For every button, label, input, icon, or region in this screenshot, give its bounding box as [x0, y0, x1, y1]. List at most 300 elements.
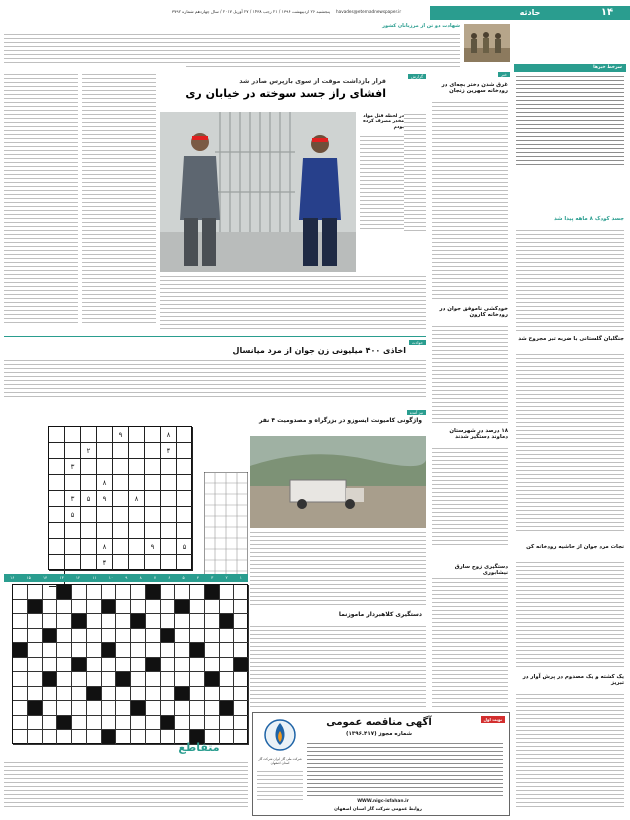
crossword-cell[interactable] [116, 600, 131, 615]
sudoku-cell[interactable]: ۸ [97, 539, 113, 555]
crossword-cell[interactable] [146, 585, 161, 600]
crossword-cell[interactable] [190, 701, 205, 716]
sudoku-cell[interactable] [129, 555, 145, 571]
crossword-col-number: ۱۴ [42, 575, 48, 580]
sudoku-cell[interactable] [81, 539, 97, 555]
crossword-cell[interactable] [43, 687, 58, 702]
crossword-cell[interactable] [102, 672, 117, 687]
crossword-cell[interactable] [102, 585, 117, 600]
ad-subtitle: شماره مجوز (۱۳۹۶.۴۱۷) [345, 731, 412, 737]
sudoku-cell[interactable] [177, 523, 193, 539]
sudoku-cell[interactable]: ۸ [97, 475, 113, 491]
crossword-cell[interactable] [43, 614, 58, 629]
crossword-cell[interactable] [161, 600, 176, 615]
sudoku-cell[interactable] [177, 507, 193, 523]
crossword-cell[interactable] [102, 643, 117, 658]
crossword-col-number: ۹ [125, 575, 128, 580]
sidebar-story2-title: جسد کودک ۸ ماهه پیدا شد [554, 216, 624, 222]
story-c-body [250, 532, 426, 610]
crossword-cell[interactable] [234, 672, 249, 687]
top-story-photo [464, 24, 510, 62]
sudoku-cell[interactable] [81, 507, 97, 523]
crossword-cell[interactable] [57, 600, 72, 615]
sudoku-cell[interactable] [129, 443, 145, 459]
sudoku-cell[interactable] [113, 475, 129, 491]
crossword-col-number: ۱۰ [108, 575, 114, 580]
crossword-cell[interactable] [220, 716, 235, 731]
crossword-cell[interactable] [234, 600, 249, 615]
crossword-cell[interactable] [175, 585, 190, 600]
crossword-cell[interactable] [28, 730, 43, 745]
crossword-cell[interactable] [116, 701, 131, 716]
crossword-cell[interactable] [131, 629, 146, 644]
crossword-cell[interactable] [28, 687, 43, 702]
sudoku-cell[interactable]: ۹ [145, 539, 161, 555]
sudoku-cell[interactable] [161, 459, 177, 475]
crossword-cell[interactable] [43, 643, 58, 658]
crossword-cell[interactable] [57, 658, 72, 673]
crossword-cell[interactable] [72, 585, 87, 600]
crossword-col-number: ۱ [239, 575, 242, 580]
crossword-cell[interactable] [116, 658, 131, 673]
sudoku-cell[interactable] [97, 523, 113, 539]
sudoku-cell[interactable] [129, 539, 145, 555]
crossword-cell[interactable] [102, 716, 117, 731]
story-b-title: اخاذی ۴۰۰ میلیونی زن جوان از مرد میانسال [232, 346, 406, 355]
crossword-cell[interactable] [13, 614, 28, 629]
lead-body-col2 [82, 74, 156, 330]
crossword-cell[interactable] [190, 716, 205, 731]
crossword-cell[interactable] [57, 701, 72, 716]
ad-company: روابط عمومی شرکت گاز استان اصفهان [334, 807, 422, 812]
crossword-cell[interactable] [161, 672, 176, 687]
crossword-cell[interactable] [161, 687, 176, 702]
crossword-cell[interactable] [131, 687, 146, 702]
crossword-cell[interactable] [72, 730, 87, 745]
sudoku-cell[interactable] [113, 459, 129, 475]
story-b-body [4, 360, 426, 400]
divider [4, 336, 426, 337]
sudoku-cell[interactable] [65, 443, 81, 459]
crossword-cell[interactable] [146, 643, 161, 658]
crossword-cell[interactable] [131, 658, 146, 673]
crossword-cell[interactable] [87, 658, 102, 673]
sidebar-story2-body [516, 230, 624, 334]
crossword-cell[interactable] [43, 585, 58, 600]
crossword-cell[interactable] [131, 730, 146, 745]
crossword-cell[interactable] [131, 643, 146, 658]
crossword-cell[interactable] [175, 716, 190, 731]
crossword-cell[interactable] [175, 600, 190, 615]
crossword-cell[interactable] [220, 600, 235, 615]
sudoku-cell[interactable]: ۵ [65, 507, 81, 523]
sudoku-cell[interactable] [161, 555, 177, 571]
sudoku-cell[interactable] [65, 475, 81, 491]
ad-website[interactable]: WWW.nigc-isfahan.ir [357, 799, 409, 804]
sudoku-cell[interactable] [145, 443, 161, 459]
story-c-title: واژگونی کامیونت ایسوزو در بزرگراه و مصدومیت ۴ نفر [258, 417, 422, 424]
story-c [250, 410, 426, 610]
crossword-cell[interactable] [13, 600, 28, 615]
crossword-grid[interactable] [12, 584, 248, 744]
crossword-cell[interactable] [102, 629, 117, 644]
sudoku-cell[interactable]: ۵ [81, 491, 97, 507]
crossword-cell[interactable] [234, 614, 249, 629]
crossword-cell[interactable] [28, 614, 43, 629]
crossword-cell[interactable] [205, 716, 220, 731]
sudoku-grid[interactable] [48, 426, 192, 570]
crossword-col-number: ۱۱ [92, 575, 97, 580]
sudoku-cell[interactable]: ۹ [113, 427, 129, 443]
crossword-cell[interactable] [190, 585, 205, 600]
sudoku-cell[interactable] [113, 507, 129, 523]
crossword-cell[interactable] [43, 716, 58, 731]
crossword-cell[interactable] [87, 600, 102, 615]
sudoku-cell[interactable] [49, 427, 65, 443]
sudoku-cell[interactable] [113, 539, 129, 555]
crossword-cell[interactable] [220, 614, 235, 629]
sudoku-cell[interactable] [145, 507, 161, 523]
crossword-cell[interactable] [57, 585, 72, 600]
sudoku-cell[interactable] [177, 459, 193, 475]
sidebar-story5-body [516, 694, 624, 810]
crossword-cell[interactable] [161, 701, 176, 716]
crossword-col-number: ۱۲ [75, 575, 81, 580]
crossword-cell[interactable] [87, 701, 102, 716]
crossword-cell[interactable] [175, 614, 190, 629]
col2-story3-title: ۱۸ درصد در شهرستان دماوند دستگیر شدند [449, 428, 508, 441]
lead-story [4, 74, 426, 334]
crossword-cell[interactable] [190, 687, 205, 702]
gas-flame-icon [257, 717, 303, 757]
crossword-cell[interactable] [116, 730, 131, 745]
crossword-clues [4, 762, 248, 812]
sudoku-cell[interactable] [81, 555, 97, 571]
crossword-cell[interactable] [205, 585, 220, 600]
crossword-cell[interactable] [72, 672, 87, 687]
sudoku-cell[interactable] [65, 523, 81, 539]
crossword-cell[interactable] [161, 585, 176, 600]
ad-badge: نوبت اول [481, 716, 505, 723]
story-b [4, 340, 426, 402]
crossword-cell[interactable] [205, 672, 220, 687]
crossword-cell[interactable] [146, 629, 161, 644]
crossword-col-number: ۵ [182, 575, 185, 580]
crossword-cell[interactable] [57, 629, 72, 644]
sudoku-cell[interactable] [113, 443, 129, 459]
crossword-cell[interactable] [87, 585, 102, 600]
sudoku-cell[interactable] [49, 507, 65, 523]
crossword-cell[interactable] [234, 687, 249, 702]
sudoku-cell[interactable] [145, 475, 161, 491]
crossword-cell[interactable] [175, 658, 190, 673]
sudoku-cell[interactable]: ۵ [177, 539, 193, 555]
crossword-cell[interactable] [234, 701, 249, 716]
crossword-cell[interactable] [116, 614, 131, 629]
crossword-section [4, 574, 248, 814]
sudoku-cell[interactable] [65, 427, 81, 443]
crossword-cell[interactable] [57, 643, 72, 658]
crossword-cell[interactable] [146, 600, 161, 615]
crossword-cell[interactable] [28, 585, 43, 600]
section-name: حادثه [519, 8, 541, 17]
crossword-cell[interactable] [161, 614, 176, 629]
crossword-cell[interactable] [43, 658, 58, 673]
sudoku-cell[interactable] [177, 491, 193, 507]
sudoku-cell[interactable] [81, 459, 97, 475]
crossword-cell[interactable] [87, 730, 102, 745]
crossword-cell[interactable] [43, 730, 58, 745]
crossword-cell[interactable] [57, 687, 72, 702]
crossword-cell[interactable] [13, 585, 28, 600]
crossword-cell[interactable] [205, 701, 220, 716]
sudoku-cell[interactable] [177, 427, 193, 443]
story-c-photo [250, 436, 426, 528]
crossword-cell[interactable] [13, 658, 28, 673]
sudoku-cell[interactable] [161, 523, 177, 539]
crossword-cell[interactable] [102, 658, 117, 673]
col2-story1-title: غرق شدن دختر بچه‌ای در رودخانه سهرین زنجان [441, 82, 508, 95]
crossword-cell[interactable] [87, 614, 102, 629]
crossword-cell[interactable] [190, 600, 205, 615]
sudoku-cell[interactable]: ۳ [65, 459, 81, 475]
crossword-cell[interactable] [13, 701, 28, 716]
sudoku-cell[interactable] [97, 427, 113, 443]
crossword-cell[interactable] [234, 658, 249, 673]
crossword-cell[interactable] [205, 600, 220, 615]
crossword-cell[interactable] [161, 658, 176, 673]
crossword-cell[interactable] [220, 687, 235, 702]
crossword-cell[interactable] [205, 687, 220, 702]
crossword-cell[interactable] [220, 701, 235, 716]
top-story-title: شهادت دو تن از مرزبانان کشور [382, 23, 460, 29]
lead-tag: گزارش [408, 74, 426, 79]
lead-body-col1 [4, 74, 78, 330]
crossword-col-number: ۸ [139, 575, 142, 580]
crossword-cell[interactable] [220, 672, 235, 687]
sudoku-cell[interactable]: ۳ [65, 491, 81, 507]
sudoku-cell[interactable] [161, 507, 177, 523]
sudoku-cell[interactable] [161, 539, 177, 555]
crossword-cell[interactable] [131, 716, 146, 731]
crossword-cell[interactable] [116, 687, 131, 702]
sudoku-cell[interactable] [145, 555, 161, 571]
crossword-cell[interactable] [72, 614, 87, 629]
crossword-cell[interactable] [234, 629, 249, 644]
crossword-cell[interactable] [28, 672, 43, 687]
sudoku-cell[interactable] [81, 475, 97, 491]
crossword-cell[interactable] [13, 643, 28, 658]
crossword-cell[interactable] [220, 658, 235, 673]
crossword-cell[interactable] [146, 687, 161, 702]
sudoku-cell[interactable] [129, 427, 145, 443]
crossword-cell[interactable] [102, 701, 117, 716]
crossword-col-number: ۲ [225, 575, 228, 580]
crossword-cell[interactable] [13, 716, 28, 731]
sudoku-cell[interactable]: ۴ [97, 555, 113, 571]
sudoku-cell[interactable] [161, 491, 177, 507]
crossword-cell[interactable] [87, 629, 102, 644]
crossword-cell[interactable] [146, 716, 161, 731]
crossword-cell[interactable] [220, 585, 235, 600]
crossword-cell[interactable] [57, 716, 72, 731]
crossword-col-number: ۱۳ [59, 575, 64, 580]
crossword-cell[interactable] [220, 629, 235, 644]
crossword-cell[interactable] [234, 716, 249, 731]
sidebar-story4-body [516, 562, 624, 670]
crossword-cell[interactable] [161, 716, 176, 731]
sudoku-cell[interactable]: ۸ [129, 491, 145, 507]
sudoku-cell[interactable] [49, 443, 65, 459]
crossword-cell[interactable] [28, 716, 43, 731]
crossword-cell[interactable] [131, 701, 146, 716]
sudoku-cell[interactable] [49, 555, 65, 571]
crossword-cell[interactable] [116, 716, 131, 731]
col2-story2-title: خودکشی ناموفق جوان در رودخانه کارون [439, 306, 508, 319]
sudoku-cell[interactable] [145, 523, 161, 539]
crossword-cell[interactable] [205, 643, 220, 658]
crossword-cell[interactable] [175, 687, 190, 702]
crossword-cell[interactable] [146, 614, 161, 629]
sudoku-cell[interactable] [49, 459, 65, 475]
sudoku-cell[interactable] [81, 427, 97, 443]
crossword-cell[interactable] [28, 643, 43, 658]
ad-logo-caption: شرکت ملی گاز ایران شرکت گاز استان اصفهان [258, 757, 302, 766]
sudoku-cell[interactable] [113, 555, 129, 571]
crossword-cell[interactable] [146, 658, 161, 673]
crossword-cell[interactable] [175, 643, 190, 658]
crossword-cell[interactable] [234, 643, 249, 658]
crossword-cell[interactable] [175, 629, 190, 644]
crossword-cell[interactable] [13, 672, 28, 687]
sudoku-cell[interactable] [49, 491, 65, 507]
crossword-cell[interactable] [13, 687, 28, 702]
crossword-cell[interactable] [57, 730, 72, 745]
crossword-cell[interactable] [102, 614, 117, 629]
sudoku-cell[interactable] [177, 443, 193, 459]
sudoku-cell[interactable] [113, 491, 129, 507]
sudoku-cell[interactable] [129, 475, 145, 491]
lead-quote-body [360, 136, 404, 232]
crossword-cell[interactable] [87, 716, 102, 731]
crossword-cell[interactable] [175, 701, 190, 716]
sudoku-cell[interactable] [129, 459, 145, 475]
col2-story3-body [432, 448, 508, 548]
crossword-cell[interactable] [116, 629, 131, 644]
sudoku-cell[interactable] [81, 523, 97, 539]
crossword-cell[interactable] [234, 585, 249, 600]
sudoku-cell[interactable]: ۹ [97, 491, 113, 507]
sudoku-cell[interactable] [97, 459, 113, 475]
crossword-cell[interactable] [161, 643, 176, 658]
sudoku-cell[interactable] [49, 539, 65, 555]
sudoku-cell[interactable] [145, 459, 161, 475]
crossword-cell[interactable] [87, 672, 102, 687]
sudoku-cell[interactable] [97, 443, 113, 459]
crossword-cell[interactable] [43, 600, 58, 615]
crossword-cell[interactable] [190, 672, 205, 687]
crossword-cell[interactable] [72, 658, 87, 673]
crossword-cell[interactable] [43, 672, 58, 687]
crossword-cell[interactable] [161, 629, 176, 644]
sudoku-cell[interactable] [177, 555, 193, 571]
crossword-cell[interactable] [190, 629, 205, 644]
crossword-cell[interactable] [43, 629, 58, 644]
crossword-cell[interactable] [102, 730, 117, 745]
crossword-cell[interactable] [175, 672, 190, 687]
sudoku-cell[interactable] [65, 555, 81, 571]
crossword-cell[interactable] [28, 658, 43, 673]
crossword-cell[interactable] [116, 585, 131, 600]
crossword-cell[interactable] [190, 614, 205, 629]
crossword-cell[interactable] [205, 629, 220, 644]
crossword-cell[interactable] [190, 643, 205, 658]
sudoku-cell[interactable] [129, 507, 145, 523]
crossword-cell[interactable] [13, 730, 28, 745]
crossword-cell[interactable] [72, 629, 87, 644]
sudoku-cell[interactable] [49, 475, 65, 491]
crossword-cell[interactable] [116, 643, 131, 658]
sudoku-cell[interactable] [145, 491, 161, 507]
crossword-cell[interactable] [190, 658, 205, 673]
crossword-cell[interactable] [146, 672, 161, 687]
crossword-cell[interactable] [57, 614, 72, 629]
sudoku-cell[interactable]: ۲ [81, 443, 97, 459]
crossword-cell[interactable] [28, 701, 43, 716]
crossword-col-number: ۱۵ [26, 575, 31, 580]
page-header [0, 6, 630, 20]
crossword-cell[interactable] [102, 600, 117, 615]
sudoku-cell[interactable] [65, 539, 81, 555]
crossword-cell[interactable] [72, 643, 87, 658]
crossword-cell[interactable] [72, 600, 87, 615]
crossword-cell[interactable] [131, 600, 146, 615]
sudoku-cell[interactable]: ۴ [161, 443, 177, 459]
crossword-cell[interactable] [72, 687, 87, 702]
sudoku-cell[interactable] [145, 427, 161, 443]
crossword-cell[interactable] [205, 658, 220, 673]
crossword-cell[interactable] [13, 629, 28, 644]
crossword-cell[interactable] [57, 672, 72, 687]
sudoku-cell[interactable] [97, 507, 113, 523]
crossword-cell[interactable] [131, 672, 146, 687]
crossword-cell[interactable] [205, 614, 220, 629]
crossword-cell[interactable] [87, 687, 102, 702]
story-d [250, 612, 426, 712]
crossword-cell[interactable] [72, 701, 87, 716]
crossword-cell[interactable] [146, 701, 161, 716]
sudoku-cell[interactable] [177, 475, 193, 491]
crossword-cell[interactable] [28, 629, 43, 644]
sudoku-cell[interactable] [49, 523, 65, 539]
crossword-cell[interactable] [220, 643, 235, 658]
crossword-cell[interactable] [131, 614, 146, 629]
header-email[interactable]: havades@eternadnewspaper.ir [336, 9, 402, 14]
crossword-cell[interactable] [87, 643, 102, 658]
sudoku-cell[interactable] [161, 475, 177, 491]
col2-story2-body [432, 326, 508, 426]
sudoku-cell[interactable]: ۸ [161, 427, 177, 443]
crossword-cell[interactable] [28, 600, 43, 615]
crossword-cell[interactable] [102, 687, 117, 702]
sudoku-cell[interactable] [113, 523, 129, 539]
crossword-cell[interactable] [72, 716, 87, 731]
crossword-cell[interactable] [43, 701, 58, 716]
crossword-cell[interactable] [131, 585, 146, 600]
sudoku-cell[interactable] [129, 523, 145, 539]
story-c-tag: نیز آمده [407, 410, 426, 415]
crossword-cell[interactable] [116, 672, 131, 687]
